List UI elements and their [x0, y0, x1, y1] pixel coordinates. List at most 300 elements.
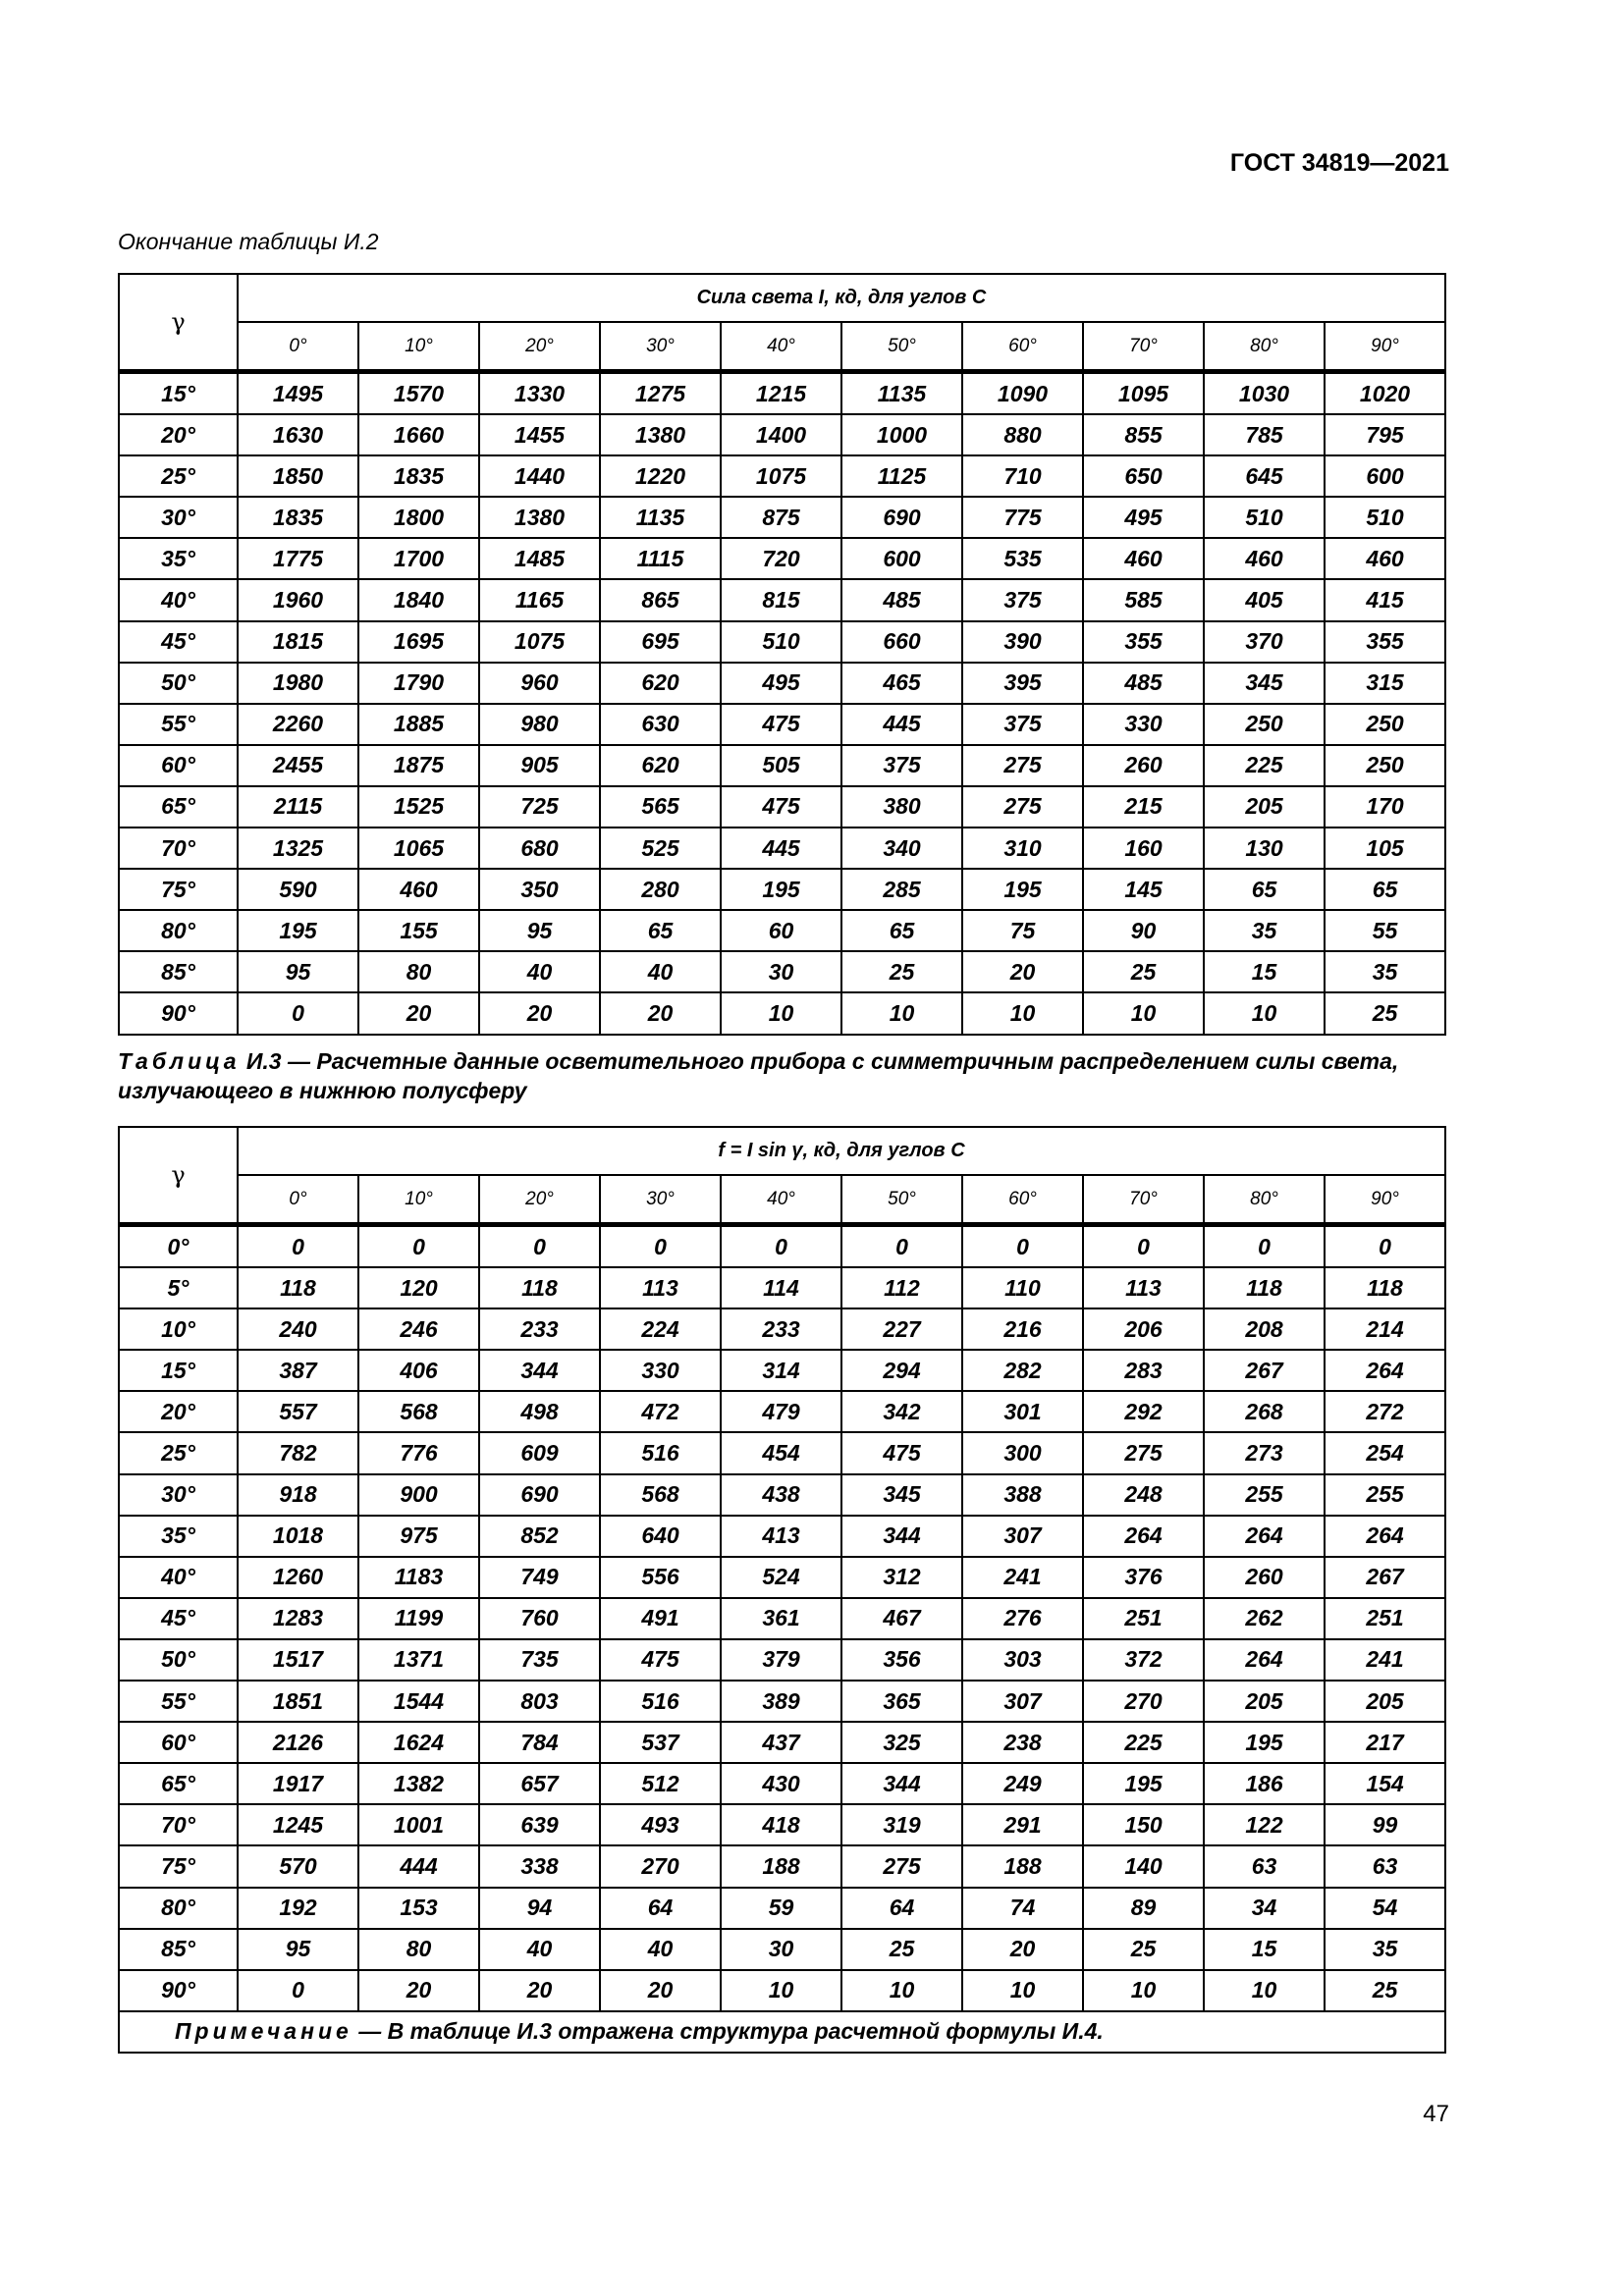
- gamma-cell: 25°: [119, 455, 238, 497]
- value-cell: 1018: [238, 1516, 358, 1557]
- value-cell: 95: [238, 951, 358, 992]
- value-cell: 260: [1204, 1557, 1325, 1598]
- table-row: [119, 372, 1445, 415]
- note-prefix: Примечание: [175, 2018, 352, 2045]
- value-cell: 188: [721, 1845, 841, 1887]
- value-cell: 725: [479, 786, 600, 828]
- value-cell: 1135: [600, 497, 721, 538]
- value-cell: 312: [841, 1557, 962, 1598]
- table-caption-continuation: Окончание таблицы И.2: [118, 229, 379, 254]
- angle-header: 80°: [1204, 1175, 1325, 1225]
- value-cell: 307: [962, 1681, 1083, 1722]
- value-cell: 1800: [358, 497, 479, 538]
- value-cell: 760: [479, 1598, 600, 1639]
- value-cell: 1275: [600, 372, 721, 415]
- value-cell: 600: [841, 538, 962, 579]
- value-cell: 195: [1083, 1763, 1204, 1804]
- value-cell: 2260: [238, 704, 358, 745]
- value-cell: 1095: [1083, 372, 1204, 415]
- value-cell: 95: [238, 1929, 358, 1970]
- angle-header: 70°: [1083, 322, 1204, 372]
- value-cell: 565: [600, 786, 721, 828]
- value-cell: 1495: [238, 372, 358, 415]
- value-cell: 900: [358, 1474, 479, 1516]
- value-cell: 657: [479, 1763, 600, 1804]
- value-cell: 475: [600, 1639, 721, 1681]
- value-cell: 1917: [238, 1763, 358, 1804]
- value-cell: 1840: [358, 579, 479, 620]
- value-cell: 206: [1083, 1308, 1204, 1350]
- value-cell: 1115: [600, 538, 721, 579]
- value-cell: 516: [600, 1432, 721, 1473]
- value-cell: 205: [1325, 1681, 1445, 1722]
- value-cell: 785: [1204, 414, 1325, 455]
- value-cell: 20: [962, 1929, 1083, 1970]
- value-cell: 10: [721, 992, 841, 1034]
- value-cell: 345: [841, 1474, 962, 1516]
- angle-header: 40°: [721, 322, 841, 372]
- value-cell: 510: [1325, 497, 1445, 538]
- value-cell: 130: [1204, 828, 1325, 869]
- value-cell: 1517: [238, 1639, 358, 1681]
- value-cell: 155: [358, 910, 479, 951]
- gamma-cell: 50°: [119, 663, 238, 704]
- value-cell: 122: [1204, 1804, 1325, 1845]
- angle-header: 90°: [1325, 1175, 1445, 1225]
- value-cell: 918: [238, 1474, 358, 1516]
- value-cell: 195: [238, 910, 358, 951]
- value-cell: 620: [600, 663, 721, 704]
- angle-header-row: [119, 322, 1445, 372]
- value-cell: 150: [1083, 1804, 1204, 1845]
- value-cell: 268: [1204, 1391, 1325, 1432]
- value-cell: 241: [1325, 1639, 1445, 1681]
- value-cell: 314: [721, 1350, 841, 1391]
- value-cell: 34: [1204, 1888, 1325, 1929]
- value-cell: 690: [479, 1474, 600, 1516]
- value-cell: 10: [1204, 1970, 1325, 2011]
- value-cell: 192: [238, 1888, 358, 1929]
- value-cell: 65: [1204, 869, 1325, 910]
- gamma-header: γ: [119, 274, 238, 372]
- value-cell: 1400: [721, 414, 841, 455]
- value-cell: 330: [600, 1350, 721, 1391]
- value-cell: 118: [1325, 1267, 1445, 1308]
- value-cell: 1875: [358, 745, 479, 786]
- value-cell: 0: [600, 1225, 721, 1268]
- value-cell: 264: [1204, 1639, 1325, 1681]
- value-cell: 275: [1083, 1432, 1204, 1473]
- value-cell: 217: [1325, 1722, 1445, 1763]
- gamma-cell: 35°: [119, 538, 238, 579]
- value-cell: 20: [600, 1970, 721, 2011]
- table-caption: [118, 1046, 1453, 1105]
- value-cell: 225: [1083, 1722, 1204, 1763]
- value-cell: 855: [1083, 414, 1204, 455]
- value-cell: 307: [962, 1516, 1083, 1557]
- value-cell: 285: [841, 869, 962, 910]
- value-cell: 1199: [358, 1598, 479, 1639]
- value-cell: 776: [358, 1432, 479, 1473]
- value-cell: 195: [721, 869, 841, 910]
- value-cell: 695: [600, 621, 721, 663]
- value-cell: 1790: [358, 663, 479, 704]
- value-cell: 60: [721, 910, 841, 951]
- value-cell: 301: [962, 1391, 1083, 1432]
- caption-prefix: Таблица: [118, 1048, 241, 1074]
- value-cell: 20: [479, 992, 600, 1034]
- value-cell: 1183: [358, 1557, 479, 1598]
- value-cell: 65: [1325, 869, 1445, 910]
- angle-header: 60°: [962, 322, 1083, 372]
- gamma-cell: 70°: [119, 828, 238, 869]
- value-cell: 10: [721, 1970, 841, 2011]
- value-cell: 475: [841, 1432, 962, 1473]
- column-group-header: Сила света I, кд, для углов C: [238, 274, 1445, 322]
- table-row: [119, 1557, 1445, 1598]
- value-cell: 344: [479, 1350, 600, 1391]
- value-cell: 330: [1083, 704, 1204, 745]
- value-cell: 35: [1204, 910, 1325, 951]
- value-cell: 276: [962, 1598, 1083, 1639]
- value-cell: 406: [358, 1350, 479, 1391]
- value-cell: 512: [600, 1763, 721, 1804]
- table-row: [119, 497, 1445, 538]
- value-cell: 375: [962, 579, 1083, 620]
- value-cell: 350: [479, 869, 600, 910]
- value-cell: 89: [1083, 1888, 1204, 1929]
- gamma-cell: 40°: [119, 579, 238, 620]
- value-cell: 609: [479, 1432, 600, 1473]
- angle-header: 40°: [721, 1175, 841, 1225]
- value-cell: 294: [841, 1350, 962, 1391]
- value-cell: 361: [721, 1598, 841, 1639]
- gamma-cell: 20°: [119, 1391, 238, 1432]
- value-cell: 224: [600, 1308, 721, 1350]
- table-row: [119, 745, 1445, 786]
- gamma-cell: 15°: [119, 372, 238, 415]
- value-cell: 186: [1204, 1763, 1325, 1804]
- table-row: [119, 1432, 1445, 1473]
- value-cell: 114: [721, 1267, 841, 1308]
- value-cell: 568: [600, 1474, 721, 1516]
- gamma-cell: 75°: [119, 869, 238, 910]
- gamma-cell: 15°: [119, 1350, 238, 1391]
- gamma-cell: 65°: [119, 1763, 238, 1804]
- table-row: [119, 1350, 1445, 1391]
- value-cell: 355: [1083, 621, 1204, 663]
- value-cell: 0: [1083, 1225, 1204, 1268]
- value-cell: 1380: [479, 497, 600, 538]
- value-cell: 905: [479, 745, 600, 786]
- value-cell: 272: [1325, 1391, 1445, 1432]
- angle-header: 80°: [1204, 322, 1325, 372]
- caption-text: И.3 — Расчетные данные осветительного прибора с симметричным распределением силы света, излучающего в нижнюю полусферу: [118, 1048, 1399, 1103]
- table-row: [119, 992, 1445, 1034]
- value-cell: 275: [962, 745, 1083, 786]
- value-cell: 160: [1083, 828, 1204, 869]
- value-cell: 248: [1083, 1474, 1204, 1516]
- value-cell: 650: [1083, 455, 1204, 497]
- value-cell: 803: [479, 1681, 600, 1722]
- angle-header: 10°: [358, 322, 479, 372]
- angle-header: 20°: [479, 322, 600, 372]
- value-cell: 389: [721, 1681, 841, 1722]
- value-cell: 10: [1083, 1970, 1204, 2011]
- value-cell: 74: [962, 1888, 1083, 1929]
- value-cell: 960: [479, 663, 600, 704]
- gamma-cell: 60°: [119, 1722, 238, 1763]
- value-cell: 1440: [479, 455, 600, 497]
- value-cell: 1020: [1325, 372, 1445, 415]
- value-cell: 1245: [238, 1804, 358, 1845]
- table-row: [119, 1516, 1445, 1557]
- value-cell: 1624: [358, 1722, 479, 1763]
- value-cell: 1485: [479, 538, 600, 579]
- value-cell: 10: [1083, 992, 1204, 1034]
- table-row: [119, 621, 1445, 663]
- value-cell: 376: [1083, 1557, 1204, 1598]
- value-cell: 375: [962, 704, 1083, 745]
- value-cell: 479: [721, 1391, 841, 1432]
- gamma-cell: 0°: [119, 1225, 238, 1268]
- gamma-cell: 30°: [119, 497, 238, 538]
- value-cell: 275: [962, 786, 1083, 828]
- value-cell: 1570: [358, 372, 479, 415]
- value-cell: 1775: [238, 538, 358, 579]
- table-row: [119, 1681, 1445, 1722]
- angle-header: 60°: [962, 1175, 1083, 1225]
- value-cell: 325: [841, 1722, 962, 1763]
- value-cell: 524: [721, 1557, 841, 1598]
- value-cell: 216: [962, 1308, 1083, 1350]
- value-cell: 413: [721, 1516, 841, 1557]
- value-cell: 2115: [238, 786, 358, 828]
- value-cell: 264: [1325, 1350, 1445, 1391]
- value-cell: 195: [1204, 1722, 1325, 1763]
- value-cell: 437: [721, 1722, 841, 1763]
- value-cell: 10: [962, 1970, 1083, 2011]
- value-cell: 630: [600, 704, 721, 745]
- value-cell: 1835: [358, 455, 479, 497]
- table-row: [119, 1474, 1445, 1516]
- value-cell: 280: [600, 869, 721, 910]
- table-row: [119, 910, 1445, 951]
- value-cell: 865: [600, 579, 721, 620]
- value-cell: 251: [1325, 1598, 1445, 1639]
- value-cell: 118: [479, 1267, 600, 1308]
- value-cell: 20: [600, 992, 721, 1034]
- angle-header-row: [119, 1175, 1445, 1225]
- angle-header: 20°: [479, 1175, 600, 1225]
- value-cell: 90: [1083, 910, 1204, 951]
- value-cell: 145: [1083, 869, 1204, 910]
- value-cell: 291: [962, 1804, 1083, 1845]
- value-cell: 63: [1325, 1845, 1445, 1887]
- value-cell: 680: [479, 828, 600, 869]
- value-cell: 300: [962, 1432, 1083, 1473]
- value-cell: 1325: [238, 828, 358, 869]
- value-cell: 255: [1204, 1474, 1325, 1516]
- value-cell: 273: [1204, 1432, 1325, 1473]
- calculated-data-table: [118, 1126, 1446, 2054]
- value-cell: 1215: [721, 372, 841, 415]
- value-cell: 315: [1325, 663, 1445, 704]
- value-cell: 405: [1204, 579, 1325, 620]
- angle-header: 0°: [238, 322, 358, 372]
- gamma-cell: 90°: [119, 1970, 238, 2011]
- value-cell: 241: [962, 1557, 1083, 1598]
- table-row: [119, 828, 1445, 869]
- value-cell: 556: [600, 1557, 721, 1598]
- value-cell: 710: [962, 455, 1083, 497]
- value-cell: 568: [358, 1391, 479, 1432]
- value-cell: 340: [841, 828, 962, 869]
- value-cell: 270: [600, 1845, 721, 1887]
- value-cell: 25: [1325, 992, 1445, 1034]
- table-row: [119, 1888, 1445, 1929]
- value-cell: 233: [479, 1308, 600, 1350]
- value-cell: 418: [721, 1804, 841, 1845]
- value-cell: 1371: [358, 1639, 479, 1681]
- value-cell: 445: [721, 828, 841, 869]
- value-cell: 445: [841, 704, 962, 745]
- value-cell: 275: [841, 1845, 962, 1887]
- value-cell: 1960: [238, 579, 358, 620]
- table-row: [119, 538, 1445, 579]
- table-row: [119, 869, 1445, 910]
- gamma-cell: 35°: [119, 1516, 238, 1557]
- value-cell: 25: [841, 951, 962, 992]
- gamma-cell: 55°: [119, 704, 238, 745]
- value-cell: 250: [1325, 704, 1445, 745]
- value-cell: 342: [841, 1391, 962, 1432]
- table-note-row: [119, 2011, 1445, 2053]
- value-cell: 94: [479, 1888, 600, 1929]
- value-cell: 20: [479, 1970, 600, 2011]
- value-cell: 345: [1204, 663, 1325, 704]
- gamma-cell: 80°: [119, 910, 238, 951]
- value-cell: 240: [238, 1308, 358, 1350]
- value-cell: 454: [721, 1432, 841, 1473]
- value-cell: 264: [1204, 1516, 1325, 1557]
- value-cell: 40: [479, 1929, 600, 1970]
- gamma-cell: 45°: [119, 1598, 238, 1639]
- luminous-intensity-table: [118, 273, 1446, 1036]
- value-cell: 20: [358, 992, 479, 1034]
- value-cell: 25: [841, 1929, 962, 1970]
- value-cell: 1835: [238, 497, 358, 538]
- table-row: [119, 455, 1445, 497]
- value-cell: 110: [962, 1267, 1083, 1308]
- value-cell: 660: [841, 621, 962, 663]
- gamma-cell: 45°: [119, 621, 238, 663]
- value-cell: 639: [479, 1804, 600, 1845]
- gamma-cell: 85°: [119, 951, 238, 992]
- value-cell: 690: [841, 497, 962, 538]
- value-cell: 475: [721, 704, 841, 745]
- value-cell: 498: [479, 1391, 600, 1432]
- value-cell: 303: [962, 1639, 1083, 1681]
- value-cell: 267: [1325, 1557, 1445, 1598]
- value-cell: 1030: [1204, 372, 1325, 415]
- value-cell: 795: [1325, 414, 1445, 455]
- value-cell: 344: [841, 1516, 962, 1557]
- value-cell: 227: [841, 1308, 962, 1350]
- value-cell: 570: [238, 1845, 358, 1887]
- document-code: ГОСТ 34819—2021: [1229, 149, 1449, 177]
- value-cell: 0: [479, 1225, 600, 1268]
- value-cell: 1330: [479, 372, 600, 415]
- value-cell: 485: [1083, 663, 1204, 704]
- table-row: [119, 1639, 1445, 1681]
- value-cell: 600: [1325, 455, 1445, 497]
- value-cell: 188: [962, 1845, 1083, 1887]
- value-cell: 355: [1325, 621, 1445, 663]
- table-row: [119, 704, 1445, 745]
- value-cell: 430: [721, 1763, 841, 1804]
- value-cell: 1815: [238, 621, 358, 663]
- value-cell: 387: [238, 1350, 358, 1391]
- value-cell: 460: [1325, 538, 1445, 579]
- value-cell: 1000: [841, 414, 962, 455]
- value-cell: 1075: [479, 621, 600, 663]
- value-cell: 10: [962, 992, 1083, 1034]
- value-cell: 10: [841, 992, 962, 1034]
- value-cell: 438: [721, 1474, 841, 1516]
- value-cell: 0: [358, 1225, 479, 1268]
- value-cell: 205: [1204, 1681, 1325, 1722]
- gamma-cell: 55°: [119, 1681, 238, 1722]
- value-cell: 80: [358, 951, 479, 992]
- angle-header: 50°: [841, 1175, 962, 1225]
- value-cell: 25: [1083, 1929, 1204, 1970]
- table-row: [119, 1970, 1445, 2011]
- value-cell: 214: [1325, 1308, 1445, 1350]
- value-cell: 1525: [358, 786, 479, 828]
- value-cell: 1090: [962, 372, 1083, 415]
- gamma-cell: 50°: [119, 1639, 238, 1681]
- value-cell: 472: [600, 1391, 721, 1432]
- value-cell: 1980: [238, 663, 358, 704]
- value-cell: 510: [1204, 497, 1325, 538]
- gamma-cell: 90°: [119, 992, 238, 1034]
- value-cell: 975: [358, 1516, 479, 1557]
- value-cell: 465: [841, 663, 962, 704]
- value-cell: 372: [1083, 1639, 1204, 1681]
- value-cell: 140: [1083, 1845, 1204, 1887]
- page-number: 47: [1423, 2101, 1449, 2127]
- value-cell: 154: [1325, 1763, 1445, 1804]
- value-cell: 475: [721, 786, 841, 828]
- value-cell: 113: [600, 1267, 721, 1308]
- value-cell: 0: [721, 1225, 841, 1268]
- value-cell: 1851: [238, 1681, 358, 1722]
- value-cell: 40: [600, 1929, 721, 1970]
- value-cell: 1382: [358, 1763, 479, 1804]
- value-cell: 215: [1083, 786, 1204, 828]
- value-cell: 1001: [358, 1804, 479, 1845]
- value-cell: 105: [1325, 828, 1445, 869]
- value-cell: 557: [238, 1391, 358, 1432]
- value-cell: 1455: [479, 414, 600, 455]
- table-row: [119, 1929, 1445, 1970]
- value-cell: 251: [1083, 1598, 1204, 1639]
- gamma-cell: 85°: [119, 1929, 238, 1970]
- value-cell: 1544: [358, 1681, 479, 1722]
- value-cell: 0: [238, 1970, 358, 2011]
- value-cell: 1075: [721, 455, 841, 497]
